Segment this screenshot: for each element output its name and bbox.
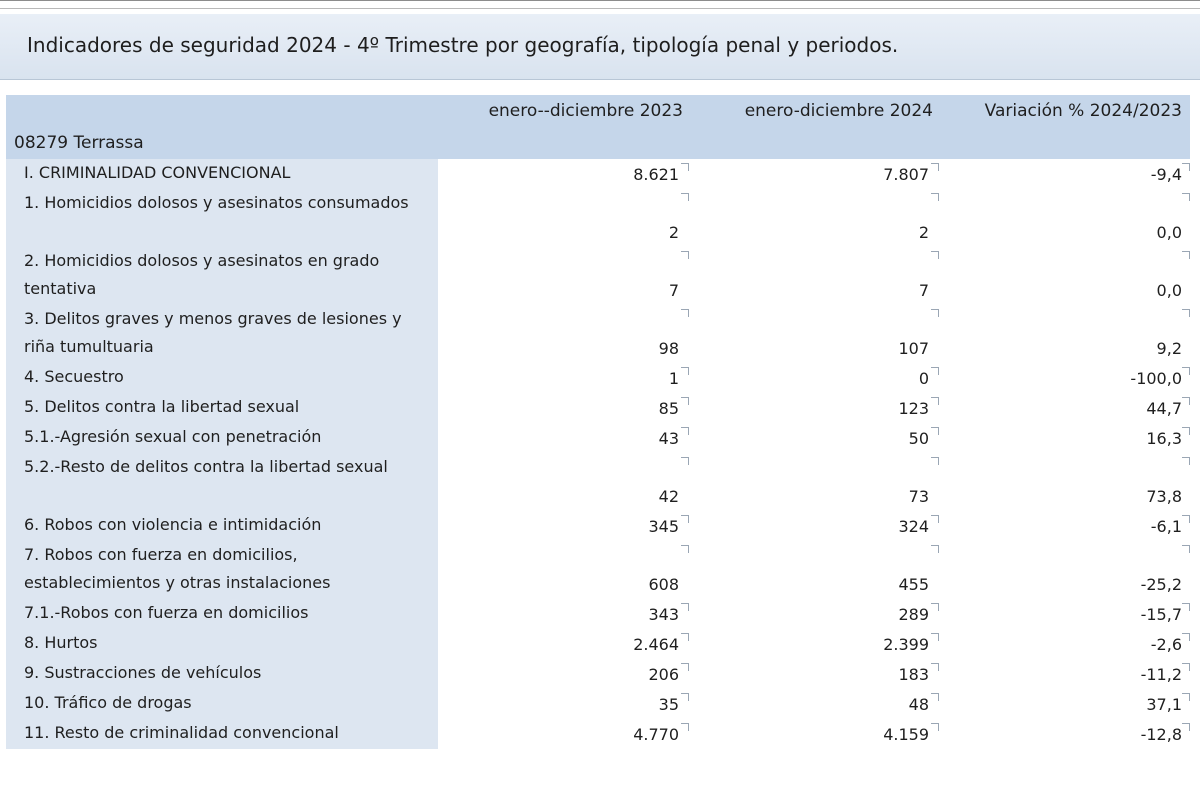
row-label: 10. Tráfico de drogas bbox=[6, 689, 438, 719]
value-variation: 0,0 bbox=[941, 189, 1190, 247]
value-2024: 4.159 bbox=[691, 719, 941, 749]
value-variation: 37,1 bbox=[941, 689, 1190, 719]
row-label: 11. Resto de criminalidad convencional bbox=[6, 719, 438, 749]
table-row bbox=[6, 719, 1190, 749]
value-variation: -6,1 bbox=[941, 511, 1190, 541]
top-divider bbox=[0, 0, 1200, 15]
table-header-row bbox=[6, 95, 1190, 159]
col-header-variation: Variación % 2024/2023 bbox=[941, 95, 1190, 159]
value-2023: 35 bbox=[438, 689, 691, 719]
table-row bbox=[6, 599, 1190, 629]
value-2023: 1 bbox=[438, 363, 691, 393]
table-row bbox=[6, 363, 1190, 393]
row-label: 5. Delitos contra la libertad sexual bbox=[6, 393, 438, 423]
value-2024: 107 bbox=[691, 305, 941, 363]
col-header-2024: enero-diciembre 2024 bbox=[691, 95, 941, 159]
value-2024: 0 bbox=[691, 363, 941, 393]
value-variation: -2,6 bbox=[941, 629, 1190, 659]
table-row bbox=[6, 393, 1190, 423]
value-2023: 608 bbox=[438, 541, 691, 599]
col-header-2023: enero--diciembre 2023 bbox=[438, 95, 691, 159]
table-row bbox=[6, 689, 1190, 719]
value-2024: 50 bbox=[691, 423, 941, 453]
value-variation: -11,2 bbox=[941, 659, 1190, 689]
value-2024: 48 bbox=[691, 689, 941, 719]
row-label: 3. Delitos graves y menos graves de lesiones y riña tumultuaria bbox=[6, 305, 438, 363]
value-2023: 4.770 bbox=[438, 719, 691, 749]
data-table-container bbox=[6, 95, 1190, 749]
row-label: 2. Homicidios dolosos y asesinatos en grado tentativa bbox=[6, 247, 438, 305]
value-2023: 98 bbox=[438, 305, 691, 363]
row-label: 9. Sustracciones de vehículos bbox=[6, 659, 438, 689]
value-2024: 123 bbox=[691, 393, 941, 423]
row-label: 1. Homicidios dolosos y asesinatos consumados bbox=[6, 189, 438, 247]
value-2023: 42 bbox=[438, 453, 691, 511]
value-2023: 85 bbox=[438, 393, 691, 423]
row-label: 7. Robos con fuerza en domicilios, establecimientos y otras instalaciones bbox=[6, 541, 438, 599]
row-label: 6. Robos con violencia e intimidación bbox=[6, 511, 438, 541]
value-2024: 455 bbox=[691, 541, 941, 599]
value-2024: 73 bbox=[691, 453, 941, 511]
table-row bbox=[6, 453, 1190, 511]
row-label: 7.1.-Robos con fuerza en domicilios bbox=[6, 599, 438, 629]
value-2024: 183 bbox=[691, 659, 941, 689]
value-2024: 7.807 bbox=[691, 159, 941, 189]
value-2024: 2 bbox=[691, 189, 941, 247]
geo-header: 08279 Terrassa bbox=[6, 95, 438, 159]
value-2023: 206 bbox=[438, 659, 691, 689]
value-variation: 16,3 bbox=[941, 423, 1190, 453]
table-row bbox=[6, 189, 1190, 247]
value-variation: -9,4 bbox=[941, 159, 1190, 189]
row-label: 4. Secuestro bbox=[6, 363, 438, 393]
table-row bbox=[6, 247, 1190, 305]
value-2023: 2.464 bbox=[438, 629, 691, 659]
page-title: Indicadores de seguridad 2024 - 4º Trimestre por geografía, tipología penal y periodos. bbox=[27, 33, 899, 57]
table-row bbox=[6, 159, 1190, 189]
value-2023: 343 bbox=[438, 599, 691, 629]
table-row bbox=[6, 423, 1190, 453]
value-variation: -100,0 bbox=[941, 363, 1190, 393]
value-variation: 0,0 bbox=[941, 247, 1190, 305]
table-row bbox=[6, 541, 1190, 599]
value-2023: 2 bbox=[438, 189, 691, 247]
value-2024: 2.399 bbox=[691, 629, 941, 659]
value-variation: 9,2 bbox=[941, 305, 1190, 363]
value-2024: 324 bbox=[691, 511, 941, 541]
row-label: I. CRIMINALIDAD CONVENCIONAL bbox=[6, 159, 438, 189]
value-2024: 7 bbox=[691, 247, 941, 305]
value-2023: 345 bbox=[438, 511, 691, 541]
value-2023: 8.621 bbox=[438, 159, 691, 189]
crime-indicators-table bbox=[6, 95, 1190, 749]
table-row bbox=[6, 659, 1190, 689]
row-label: 5.2.-Resto de delitos contra la libertad sexual bbox=[6, 453, 438, 511]
row-label: 5.1.-Agresión sexual con penetración bbox=[6, 423, 438, 453]
value-variation: 44,7 bbox=[941, 393, 1190, 423]
value-variation: 73,8 bbox=[941, 453, 1190, 511]
value-variation: -25,2 bbox=[941, 541, 1190, 599]
value-2024: 289 bbox=[691, 599, 941, 629]
title-bar bbox=[0, 14, 1200, 80]
value-variation: -12,8 bbox=[941, 719, 1190, 749]
table-row bbox=[6, 511, 1190, 541]
value-2023: 7 bbox=[438, 247, 691, 305]
row-label: 8. Hurtos bbox=[6, 629, 438, 659]
value-variation: -15,7 bbox=[941, 599, 1190, 629]
value-2023: 43 bbox=[438, 423, 691, 453]
table-row bbox=[6, 305, 1190, 363]
table-row bbox=[6, 629, 1190, 659]
